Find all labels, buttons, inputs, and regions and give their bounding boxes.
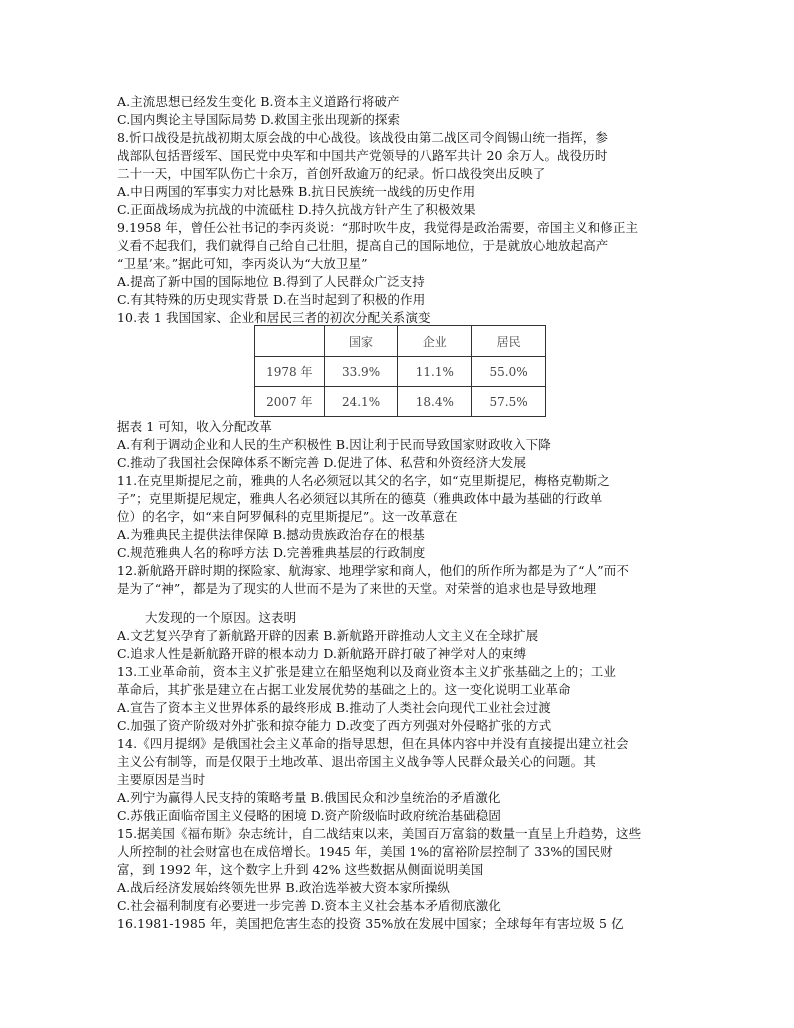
text-line: C.国内舆论主导国际局势 D.救国主张出现新的探索 — [117, 112, 401, 127]
text-line: 8.忻口战役是抗战初期太原会战的中心战役。该战役由第二战区司令阎锡山统一指挥，参 — [117, 130, 608, 145]
text-line: C.苏俄正面临帝国主义侵略的困境 D.资产阶级临时政府统治基础稳固 — [117, 808, 501, 823]
table-cell: 11.1% — [398, 357, 472, 387]
table-header-cell: 居民 — [472, 326, 546, 357]
table-cell: 33.9% — [324, 357, 398, 387]
text-line: 子”；克里斯提尼规定，雅典人名必须冠以其所在的德莫（雅典政体中最为基础的行政单 — [117, 491, 603, 506]
text-line: A.中日两国的军事实力对比悬殊 B.抗日民族统一战线的历史作用 — [117, 184, 476, 199]
text-line: 位）的名字，如“来自阿罗佩科的克里斯提尼”。这一改革意在 — [117, 509, 458, 524]
text-line: 主要原因是当时 — [117, 772, 206, 787]
table-cell: 55.0% — [472, 357, 546, 387]
text-line: “卫星’来。”据此可知，李丙炎认为“大放卫星” — [117, 256, 368, 271]
text-line: A.提高了新中国的国际地位 B.得到了人民群众广泛支持 — [117, 274, 425, 289]
text-line: 大发现的一个原因。这表明 — [145, 610, 297, 625]
text-line: 16.1981-1985 年，美国把危害生态的投资 35%放在发展中国家；全球每年有害垃圾 5 亿 — [117, 916, 624, 931]
table-header-cell: 国家 — [324, 326, 398, 357]
table-header-cell — [255, 326, 325, 357]
table-row — [255, 387, 546, 417]
text-line: 人所控制的社会财富也在成倍增长。1945 年，美国 1%的富裕阶层控制了 33%的国民财 — [117, 844, 613, 859]
table-cell: 2007 年 — [255, 387, 325, 417]
text-line: 是为了“神”，都是为了现实的人世而不是为了来世的天堂。对荣誉的追求也是导致地理 — [117, 581, 597, 596]
text-line: A.列宁为赢得人民支持的策略考量 B.俄国民众和沙皇统治的矛盾激化 — [117, 790, 501, 805]
text-line: 12.新航路开辟时期的探险家、航海家、地理学家和商人，他们的所作所为都是为了“人”而不 — [117, 563, 629, 578]
text-line: C.有其特殊的历史现实背景 D.在当时起到了积极的作用 — [117, 292, 426, 307]
table-cell: 18.4% — [398, 387, 472, 417]
text-line: A.战后经济发展始终领先世界 B.政治选举被大资本家所操纵 — [117, 880, 451, 895]
table-header-row — [255, 326, 546, 357]
table-row — [255, 357, 546, 387]
text-line: C.社会福利制度有必要进一步完善 D.资本主义社会基本矛盾彻底激化 — [117, 898, 501, 913]
text-line: 15.据美国《福布斯》杂志统计，自二战结束以来，美国百万富翁的数量一直呈上升趋势，这些 — [117, 826, 642, 841]
text-line: 9.1958 年，曾任公社书记的李丙炎说：“那时吹牛皮，我觉得是政治需要，帝国主义和修正主 — [117, 220, 639, 235]
table-cell: 57.5% — [472, 387, 546, 417]
text-line: A.为雅典民主提供法律保障 B.撼动贵族政治存在的根基 — [117, 527, 425, 542]
text-line: A.主流思想已经发生变化 B.资本主义道路行将破产 — [117, 94, 400, 109]
table-header-cell: 企业 — [398, 326, 472, 357]
text-line: C.推动了我国社会保障体系不断完善 D.促进了体、私营和外资经济大发展 — [117, 455, 527, 470]
text-line: 富，到 1992 年，这个数字上升到 42% 这些数据从侧面说明美国 — [117, 862, 484, 877]
text-line: C.加强了资产阶级对外扩张和掠夺能力 D.改变了西方列强对外侵略扩张的方式 — [117, 718, 552, 733]
text-line: 主义公有制等，而是仅限于土地改革、退出帝国主义战争等人民群众最关心的问题。其 — [117, 754, 596, 769]
text-line: 革命后，其扩张是建立在占据工业发展优势的基础之上的。这一变化说明工业革命 — [117, 682, 571, 697]
distribution-table — [254, 325, 546, 417]
text-line: 义看不起我们，我们就得自己给自己壮胆，提高自己的国际地位，于是就放心地放起高产 — [117, 238, 609, 253]
text-line: C.规范雅典人名的称呼方法 D.完善雅典基层的行政制度 — [117, 545, 426, 560]
text-line: 据表 1 可知，收入分配改革 — [117, 419, 272, 434]
text-line: 二十一天，中国军队伤亡十余万，首创歼敌逾万的纪录。忻口战役突出反映了 — [117, 166, 546, 181]
text-line: C.正面战场成为抗战的中流砥柱 D.持久抗战方针产生了积极效果 — [117, 202, 476, 217]
table-cell: 1978 年 — [255, 357, 325, 387]
table-cell: 24.1% — [324, 387, 398, 417]
text-line: A.文艺复兴孕育了新航路开辟的因素 B.新航路开辟推动人文主义在全球扩展 — [117, 628, 539, 643]
text-line: 13.工业革命前，资本主义扩张是建立在船坚炮利以及商业资本主义扩张基础之上的；工业 — [117, 664, 616, 679]
text-line: 10.表 1 我国国家、企业和居民三者的初次分配关系演变 — [117, 310, 431, 325]
text-line: C.追求人性是新航路开辟的根本动力 D.新航路开辟打破了神学对人的束缚 — [117, 646, 527, 661]
text-line: 11.在克里斯提尼之前，雅典的人名必须冠以其父的名字，如“克里斯提尼，梅格克勒斯之 — [117, 473, 610, 488]
text-line: A.有利于调动企业和人民的生产积极性 B.因让利于民而导致国家财政收入下降 — [117, 437, 551, 452]
text-line: 战部队包括晋绥军、国民党中央军和中国共产党领导的八路军共计 20 余万人。战役历时 — [117, 148, 608, 163]
text-line: A.宣告了资本主义世界体系的最终形成 B.推动了人类社会向现代工业社会过渡 — [117, 700, 551, 715]
text-line: 14.《四月提纲》是俄国社会主义革命的指导思想，但在具体内容中并没有直接提出建立社会 — [117, 736, 629, 751]
